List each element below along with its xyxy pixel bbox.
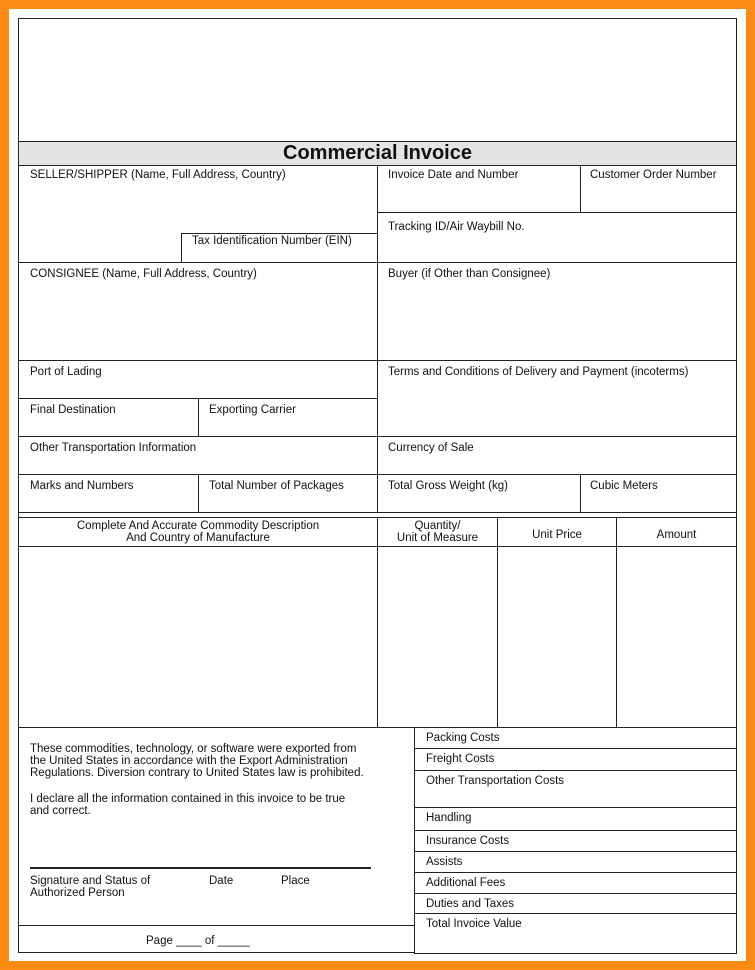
total-invoice-value-label: Total Invoice Value (426, 918, 522, 930)
insurance-costs-label: Insurance Costs (426, 835, 510, 847)
assists-label: Assists (426, 856, 463, 868)
date-label: Date (209, 875, 234, 887)
export-line: the United States in accordance with the Export Administration (30, 755, 348, 767)
export-statement (30, 743, 364, 779)
gross-weight-label: Total Gross Weight (kg) (388, 480, 508, 492)
seller-label: SELLER/SHIPPER (Name, Full Address, Country) (30, 169, 286, 181)
currency-label: Currency of Sale (388, 442, 474, 454)
form-title: Commercial Invoice (18, 141, 737, 166)
customer-order-label: Customer Order Number (590, 169, 717, 181)
ein-label: Tax Identification Number (EIN) (192, 235, 352, 247)
buyer-label: Buyer (if Other than Consignee) (388, 268, 551, 280)
amount-header-label: Amount (656, 529, 697, 541)
signature-label-line: Authorized Person (30, 887, 125, 899)
quantity-header-line1: Quantity/ (414, 520, 461, 532)
declare-statement (30, 793, 345, 817)
handling-label: Handling (426, 812, 472, 824)
other-transport-label: Other Transportation Information (30, 442, 197, 454)
invoice-date-label: Invoice Date and Number (388, 169, 519, 181)
unit-price-body[interactable] (497, 546, 617, 728)
declare-line: and correct. (30, 805, 91, 817)
signature-label (30, 875, 150, 899)
duties-and-taxes-label: Duties and Taxes (426, 898, 515, 910)
export-line: These commodities, technology, or software were exported from (30, 743, 357, 755)
declare-line: I declare all the information contained in this invoice to be true (30, 793, 346, 805)
exporting-carrier-label: Exporting Carrier (209, 404, 296, 416)
unit-price-header-label: Unit Price (532, 529, 582, 541)
packing-costs-label: Packing Costs (426, 732, 500, 744)
other-transportation-costs-label: Other Transportation Costs (426, 775, 565, 787)
final-destination-label: Final Destination (30, 404, 116, 416)
assists-cell[interactable] (414, 851, 737, 873)
export-line: Regulations. Diversion contrary to United States law is prohibited. (30, 767, 364, 779)
page-number: Page ____ of _____ (146, 935, 250, 947)
tracking-cell[interactable] (377, 212, 737, 263)
quantity-header-line2: Unit of Measure (396, 532, 479, 544)
description-body[interactable] (18, 546, 378, 728)
description-header-line2: And Country of Manufacture (126, 532, 270, 544)
terms-label: Terms and Conditions of Delivery and Payment (incoterms) (388, 366, 689, 378)
signature-label-line: Signature and Status of (30, 875, 151, 887)
signature-line[interactable] (30, 867, 371, 869)
port-label: Port of Lading (30, 366, 102, 378)
packages-label: Total Number of Packages (209, 480, 344, 492)
amount-body[interactable] (616, 546, 737, 728)
tracking-label: Tracking ID/Air Waybill No. (388, 221, 525, 233)
cubic-label: Cubic Meters (590, 480, 658, 492)
marks-label: Marks and Numbers (30, 480, 134, 492)
consignee-label: CONSIGNEE (Name, Full Address, Country) (30, 268, 257, 280)
quantity-body[interactable] (377, 546, 498, 728)
description-header-line1: Complete And Accurate Commodity Description (76, 520, 320, 532)
additional-fees-label: Additional Fees (426, 877, 506, 889)
freight-costs-label: Freight Costs (426, 753, 495, 765)
place-label: Place (281, 875, 310, 887)
